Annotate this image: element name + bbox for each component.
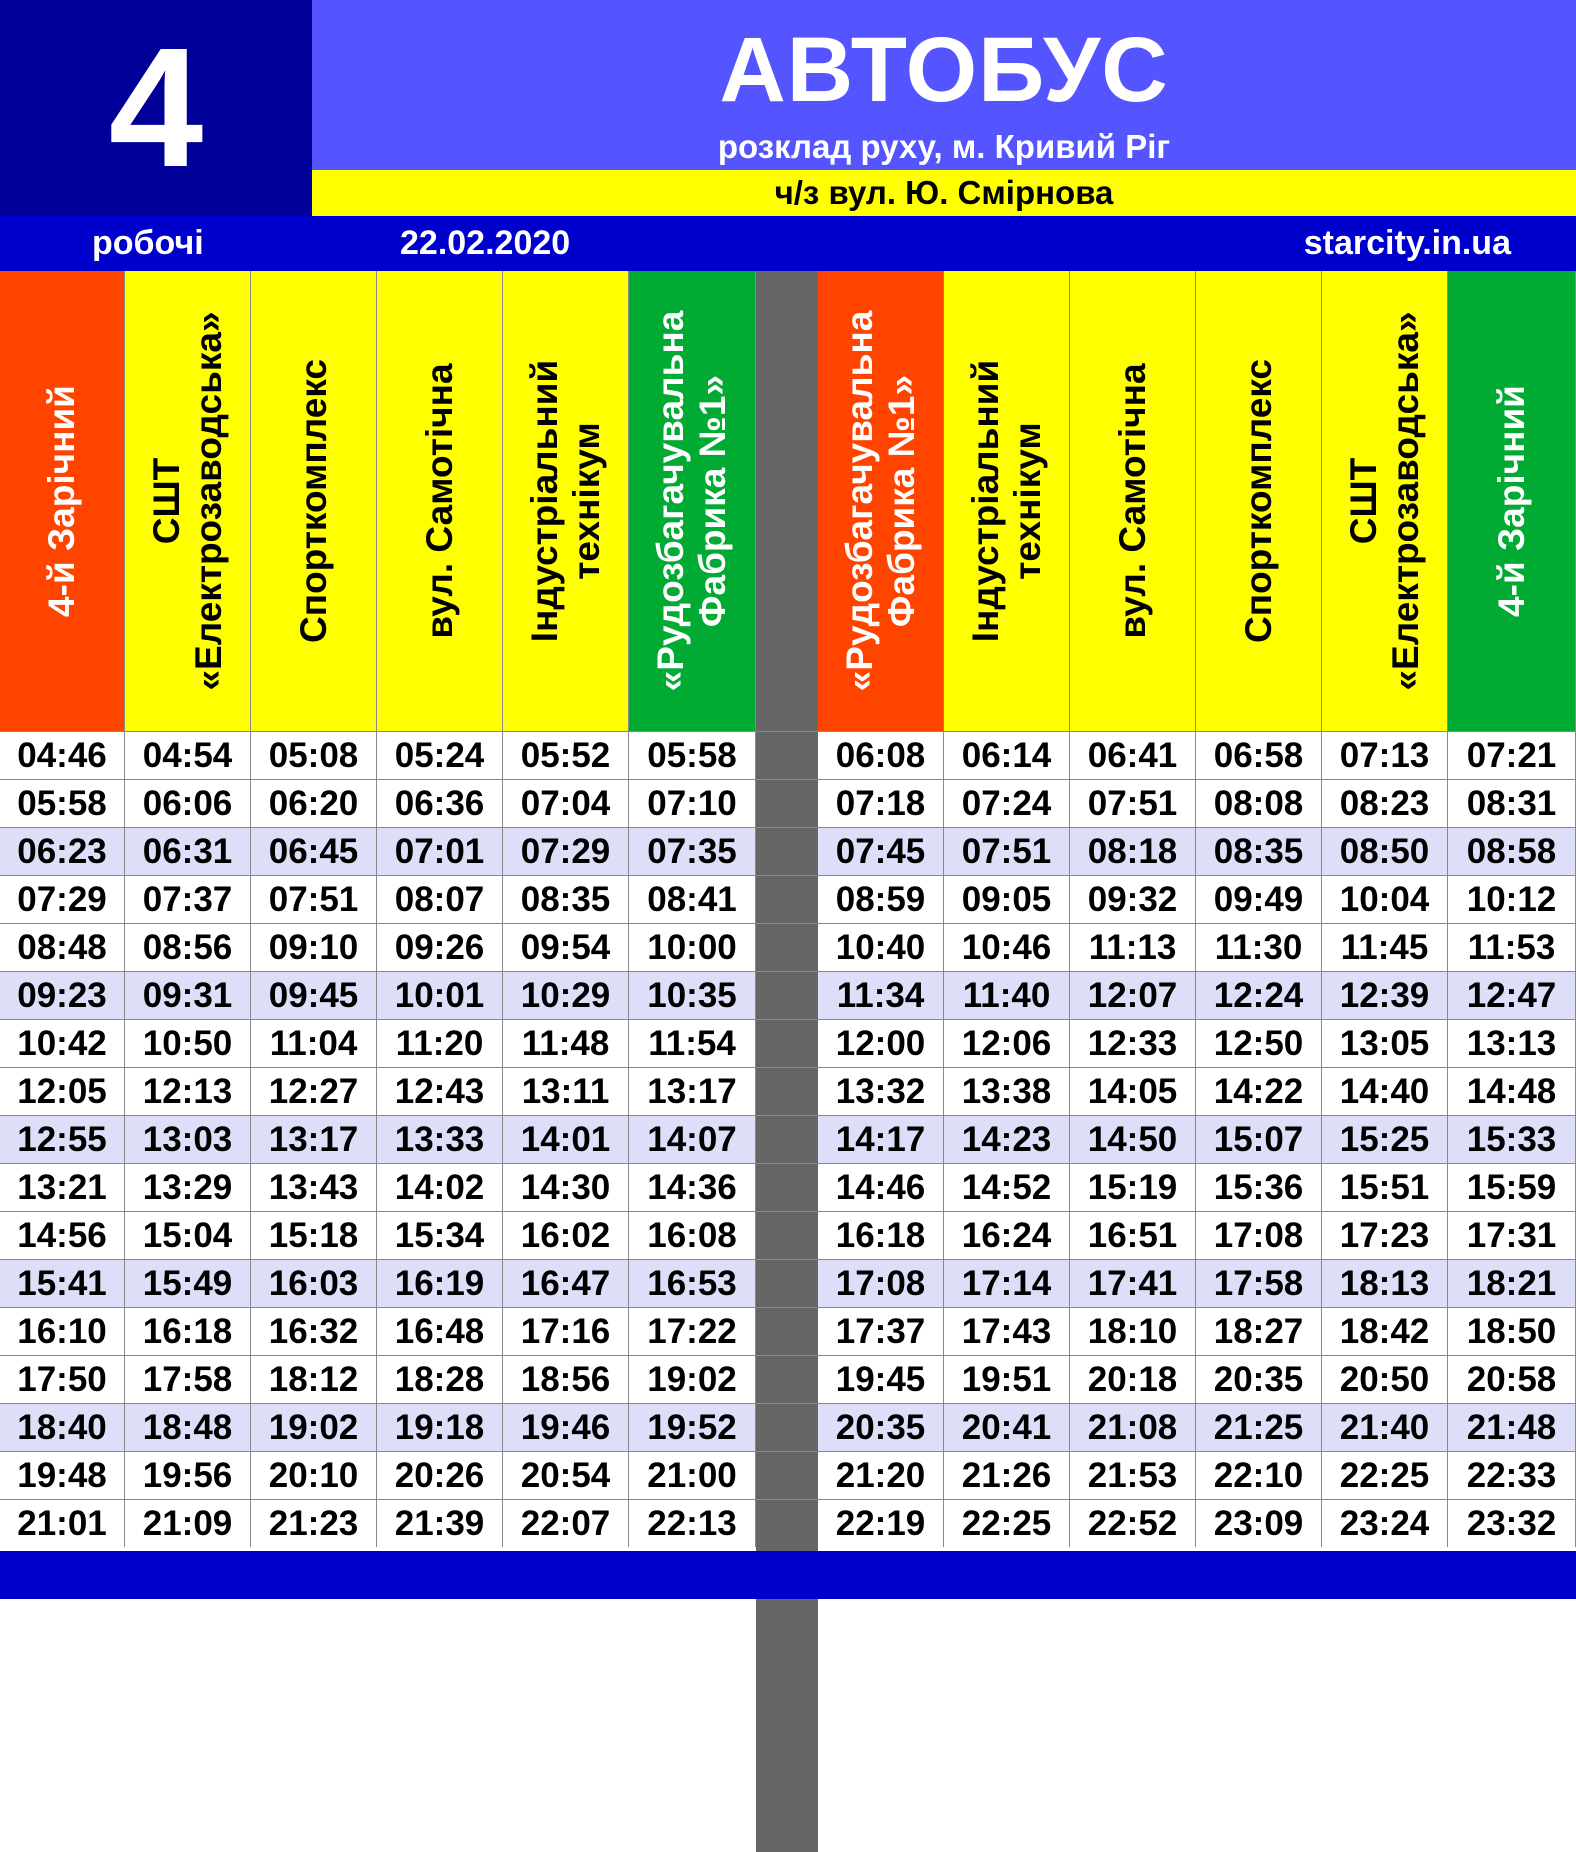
departure-time: 18:21 [1448, 1260, 1576, 1307]
departure-time: 17:58 [1196, 1260, 1322, 1307]
departure-time: 10:46 [944, 924, 1070, 971]
departure-time: 20:18 [1070, 1356, 1196, 1403]
departure-time: 22:19 [818, 1500, 944, 1547]
table-row [0, 1499, 1576, 1547]
table-row [0, 923, 1576, 971]
departure-time: 10:04 [1322, 876, 1448, 923]
departure-time: 15:36 [1196, 1164, 1322, 1211]
departure-time: 12:50 [1196, 1020, 1322, 1067]
stop-name: «Рудозбагачувальна Фабрика №1» [838, 310, 922, 692]
departure-time: 17:16 [503, 1308, 629, 1355]
departure-time: 20:10 [251, 1452, 377, 1499]
departure-time: 08:41 [629, 876, 756, 923]
table-row [0, 1115, 1576, 1163]
stop-name: СШТ «Електрозаводська» [145, 311, 229, 691]
departure-time: 20:35 [1196, 1356, 1322, 1403]
departure-time: 12:00 [818, 1020, 944, 1067]
departure-time: 08:31 [1448, 780, 1576, 827]
stop-header-dir1-4 [377, 271, 503, 731]
departure-time: 17:37 [818, 1308, 944, 1355]
departure-time: 14:40 [1322, 1068, 1448, 1115]
table-row [0, 1403, 1576, 1451]
departure-time: 15:41 [0, 1260, 125, 1307]
departure-time: 11:53 [1448, 924, 1576, 971]
departure-time: 14:01 [503, 1116, 629, 1163]
departure-time: 07:24 [944, 780, 1070, 827]
schedule-subtitle: розклад руху, м. Кривий Ріг [717, 128, 1171, 165]
departure-time: 14:02 [377, 1164, 503, 1211]
stop-header-dir2-2 [944, 271, 1070, 731]
table-row [0, 1259, 1576, 1307]
departure-time: 19:45 [818, 1356, 944, 1403]
departure-time: 18:48 [125, 1404, 251, 1451]
departure-time: 09:31 [125, 972, 251, 1019]
departure-time: 19:02 [251, 1404, 377, 1451]
departure-time: 17:58 [125, 1356, 251, 1403]
departure-time: 06:58 [1196, 732, 1322, 779]
stop-name: Спорткомплекс [1237, 359, 1279, 643]
departure-time: 07:04 [503, 780, 629, 827]
departure-time: 14:23 [944, 1116, 1070, 1163]
departure-time: 21:23 [251, 1500, 377, 1547]
departure-time: 14:36 [629, 1164, 756, 1211]
departure-time: 11:45 [1322, 924, 1448, 971]
departure-time: 18:10 [1070, 1308, 1196, 1355]
timetable-body [0, 731, 1576, 1547]
title-banner [312, 0, 1576, 170]
departure-time: 20:35 [818, 1404, 944, 1451]
departure-time: 14:07 [629, 1116, 756, 1163]
departure-time: 21:25 [1196, 1404, 1322, 1451]
departure-time: 05:08 [251, 732, 377, 779]
departure-time: 21:00 [629, 1452, 756, 1499]
departure-time: 23:09 [1196, 1500, 1322, 1547]
bottom-bar [0, 1551, 1576, 1599]
stop-header-dir1-5 [503, 271, 629, 731]
departure-time: 12:55 [0, 1116, 125, 1163]
departure-time: 08:08 [1196, 780, 1322, 827]
departure-time: 14:56 [0, 1212, 125, 1259]
departure-time: 16:08 [629, 1212, 756, 1259]
departure-time: 17:31 [1448, 1212, 1576, 1259]
departure-time: 14:17 [818, 1116, 944, 1163]
departure-time: 18:13 [1322, 1260, 1448, 1307]
stop-name: Індустріальний технікум [964, 359, 1048, 643]
departure-time: 16:18 [125, 1308, 251, 1355]
table-row [0, 971, 1576, 1019]
departure-time: 06:45 [251, 828, 377, 875]
departure-time: 15:18 [251, 1212, 377, 1259]
departure-time: 11:40 [944, 972, 1070, 1019]
departure-time: 13:21 [0, 1164, 125, 1211]
departure-time: 15:33 [1448, 1116, 1576, 1163]
departure-time: 07:51 [944, 828, 1070, 875]
departure-time: 10:35 [629, 972, 756, 1019]
departure-time: 13:13 [1448, 1020, 1576, 1067]
departure-time: 15:19 [1070, 1164, 1196, 1211]
departure-time: 14:52 [944, 1164, 1070, 1211]
departure-time: 16:02 [503, 1212, 629, 1259]
departure-time: 17:08 [818, 1260, 944, 1307]
departure-time: 07:45 [818, 828, 944, 875]
departure-time: 17:50 [0, 1356, 125, 1403]
departure-time: 05:58 [629, 732, 756, 779]
departure-time: 05:58 [0, 780, 125, 827]
departure-time: 21:48 [1448, 1404, 1576, 1451]
departure-time: 10:42 [0, 1020, 125, 1067]
departure-time: 18:27 [1196, 1308, 1322, 1355]
stop-header-dir2-6 [1448, 271, 1576, 731]
departure-time: 18:12 [251, 1356, 377, 1403]
departure-time: 11:13 [1070, 924, 1196, 971]
departure-time: 08:56 [125, 924, 251, 971]
stops-header-row [0, 271, 1576, 731]
route-number: 4 [0, 0, 312, 216]
table-row [0, 1067, 1576, 1115]
stop-header-dir1-1 [0, 271, 125, 731]
departure-time: 17:41 [1070, 1260, 1196, 1307]
departure-time: 16:10 [0, 1308, 125, 1355]
departure-time: 15:04 [125, 1212, 251, 1259]
stop-header-dir2-3 [1070, 271, 1196, 731]
stop-header-dir2-1 [818, 271, 944, 731]
departure-time: 20:26 [377, 1452, 503, 1499]
table-row [0, 731, 1576, 779]
departure-time: 18:42 [1322, 1308, 1448, 1355]
departure-time: 07:21 [1448, 732, 1576, 779]
day-type: робочі [92, 224, 204, 262]
departure-time: 11:54 [629, 1020, 756, 1067]
departure-time: 14:50 [1070, 1116, 1196, 1163]
departure-time: 19:48 [0, 1452, 125, 1499]
departure-time: 21:40 [1322, 1404, 1448, 1451]
departure-time: 13:32 [818, 1068, 944, 1115]
departure-time: 14:22 [1196, 1068, 1322, 1115]
departure-time: 07:29 [0, 876, 125, 923]
departure-time: 20:50 [1322, 1356, 1448, 1403]
departure-time: 22:52 [1070, 1500, 1196, 1547]
departure-time: 08:07 [377, 876, 503, 923]
departure-time: 07:13 [1322, 732, 1448, 779]
departure-time: 13:03 [125, 1116, 251, 1163]
departure-time: 14:05 [1070, 1068, 1196, 1115]
departure-time: 18:56 [503, 1356, 629, 1403]
departure-time: 06:31 [125, 828, 251, 875]
departure-time: 10:50 [125, 1020, 251, 1067]
departure-time: 06:23 [0, 828, 125, 875]
departure-time: 12:07 [1070, 972, 1196, 1019]
departure-time: 07:35 [629, 828, 756, 875]
departure-time: 10:00 [629, 924, 756, 971]
stop-header-dir1-3 [251, 271, 377, 731]
departure-time: 15:59 [1448, 1164, 1576, 1211]
departure-time: 21:09 [125, 1500, 251, 1547]
table-row [0, 1451, 1576, 1499]
departure-time: 17:23 [1322, 1212, 1448, 1259]
departure-time: 10:29 [503, 972, 629, 1019]
departure-time: 09:23 [0, 972, 125, 1019]
departure-time: 04:54 [125, 732, 251, 779]
departure-time: 07:10 [629, 780, 756, 827]
stop-name: Спорткомплекс [292, 359, 334, 643]
table-row [0, 1211, 1576, 1259]
table-row [0, 779, 1576, 827]
departure-time: 10:01 [377, 972, 503, 1019]
departure-time: 15:34 [377, 1212, 503, 1259]
departure-time: 09:49 [1196, 876, 1322, 923]
departure-time: 06:08 [818, 732, 944, 779]
departure-time: 19:02 [629, 1356, 756, 1403]
departure-time: 13:29 [125, 1164, 251, 1211]
departure-time: 13:11 [503, 1068, 629, 1115]
departure-time: 22:10 [1196, 1452, 1322, 1499]
departure-time: 11:30 [1196, 924, 1322, 971]
departure-time: 17:14 [944, 1260, 1070, 1307]
departure-time: 09:05 [944, 876, 1070, 923]
departure-time: 13:33 [377, 1116, 503, 1163]
departure-time: 11:34 [818, 972, 944, 1019]
departure-time: 06:14 [944, 732, 1070, 779]
route-via: ч/з вул. Ю. Смірнова [312, 170, 1576, 216]
departure-time: 23:24 [1322, 1500, 1448, 1547]
departure-time: 19:56 [125, 1452, 251, 1499]
departure-time: 15:07 [1196, 1116, 1322, 1163]
departure-time: 20:41 [944, 1404, 1070, 1451]
departure-time: 08:58 [1448, 828, 1576, 875]
info-bar [0, 216, 1576, 271]
departure-time: 21:08 [1070, 1404, 1196, 1451]
departure-time: 16:03 [251, 1260, 377, 1307]
departure-time: 16:48 [377, 1308, 503, 1355]
departure-time: 07:29 [503, 828, 629, 875]
departure-time: 09:54 [503, 924, 629, 971]
departure-time: 12:05 [0, 1068, 125, 1115]
stop-name: СШТ «Електрозаводська» [1342, 311, 1426, 691]
departure-time: 22:13 [629, 1500, 756, 1547]
departure-time: 06:36 [377, 780, 503, 827]
departure-time: 10:12 [1448, 876, 1576, 923]
departure-time: 12:24 [1196, 972, 1322, 1019]
departure-time: 19:18 [377, 1404, 503, 1451]
departure-time: 21:20 [818, 1452, 944, 1499]
departure-time: 14:48 [1448, 1068, 1576, 1115]
departure-time: 22:25 [944, 1500, 1070, 1547]
departure-time: 12:27 [251, 1068, 377, 1115]
departure-time: 16:19 [377, 1260, 503, 1307]
departure-time: 08:35 [1196, 828, 1322, 875]
departure-time: 16:53 [629, 1260, 756, 1307]
departure-time: 09:45 [251, 972, 377, 1019]
departure-time: 17:22 [629, 1308, 756, 1355]
table-row [0, 1307, 1576, 1355]
departure-time: 13:43 [251, 1164, 377, 1211]
stop-name: вул. Самотічна [418, 363, 460, 639]
departure-time: 13:05 [1322, 1020, 1448, 1067]
stop-header-dir2-5 [1322, 271, 1448, 731]
departure-time: 05:52 [503, 732, 629, 779]
departure-time: 18:40 [0, 1404, 125, 1451]
departure-time: 21:26 [944, 1452, 1070, 1499]
departure-time: 15:25 [1322, 1116, 1448, 1163]
departure-time: 12:33 [1070, 1020, 1196, 1067]
departure-time: 05:24 [377, 732, 503, 779]
departure-time: 11:20 [377, 1020, 503, 1067]
table-row [0, 1163, 1576, 1211]
departure-time: 07:37 [125, 876, 251, 923]
departure-time: 10:40 [818, 924, 944, 971]
departure-time: 20:58 [1448, 1356, 1576, 1403]
departure-time: 22:33 [1448, 1452, 1576, 1499]
departure-time: 21:39 [377, 1500, 503, 1547]
vehicle-type-title: АВТОБУС [719, 19, 1169, 121]
departure-time: 17:43 [944, 1308, 1070, 1355]
stop-name: вул. Самотічна [1111, 363, 1153, 639]
departure-time: 15:51 [1322, 1164, 1448, 1211]
table-row [0, 1019, 1576, 1067]
stop-header-dir1-6 [629, 271, 756, 731]
departure-time: 16:32 [251, 1308, 377, 1355]
departure-time: 07:51 [1070, 780, 1196, 827]
departure-time: 23:32 [1448, 1500, 1576, 1547]
departure-time: 16:47 [503, 1260, 629, 1307]
departure-time: 13:38 [944, 1068, 1070, 1115]
departure-time: 09:10 [251, 924, 377, 971]
departure-time: 19:46 [503, 1404, 629, 1451]
departure-time: 12:06 [944, 1020, 1070, 1067]
departure-time: 19:52 [629, 1404, 756, 1451]
departure-time: 19:51 [944, 1356, 1070, 1403]
departure-time: 18:28 [377, 1356, 503, 1403]
table-row [0, 875, 1576, 923]
departure-time: 16:51 [1070, 1212, 1196, 1259]
departure-time: 22:07 [503, 1500, 629, 1547]
departure-time: 14:46 [818, 1164, 944, 1211]
departure-time: 06:20 [251, 780, 377, 827]
departure-time: 06:41 [1070, 732, 1196, 779]
table-row [0, 1355, 1576, 1403]
departure-time: 08:48 [0, 924, 125, 971]
stop-name: «Рудозбагачувальна Фабрика №1» [650, 310, 733, 692]
departure-time: 17:08 [1196, 1212, 1322, 1259]
departure-time: 13:17 [251, 1116, 377, 1163]
departure-time: 09:32 [1070, 876, 1196, 923]
departure-time: 13:17 [629, 1068, 756, 1115]
departure-time: 07:01 [377, 828, 503, 875]
departure-time: 06:06 [125, 780, 251, 827]
departure-time: 12:43 [377, 1068, 503, 1115]
departure-time: 12:47 [1448, 972, 1576, 1019]
departure-time: 08:18 [1070, 828, 1196, 875]
departure-time: 12:39 [1322, 972, 1448, 1019]
departure-time: 22:25 [1322, 1452, 1448, 1499]
departure-time: 21:53 [1070, 1452, 1196, 1499]
departure-time: 20:54 [503, 1452, 629, 1499]
departure-time: 15:49 [125, 1260, 251, 1307]
stop-header-dir1-2 [125, 271, 251, 731]
stop-header-dir2-4 [1196, 271, 1322, 731]
departure-time: 11:48 [503, 1020, 629, 1067]
departure-time: 16:24 [944, 1212, 1070, 1259]
departure-time: 09:26 [377, 924, 503, 971]
departure-time: 08:50 [1322, 828, 1448, 875]
departure-time: 08:23 [1322, 780, 1448, 827]
departure-time: 08:35 [503, 876, 629, 923]
website-link[interactable]: starcity.in.ua [1303, 224, 1511, 262]
departure-time: 07:51 [251, 876, 377, 923]
departure-time: 18:50 [1448, 1308, 1576, 1355]
departure-time: 21:01 [0, 1500, 125, 1547]
departure-time: 12:13 [125, 1068, 251, 1115]
departure-time: 14:30 [503, 1164, 629, 1211]
departure-time: 08:59 [818, 876, 944, 923]
stop-name: 4-й Зарічний [1490, 385, 1532, 617]
timetable [0, 271, 1576, 1547]
schedule-date: 22.02.2020 [400, 224, 571, 262]
departure-time: 11:04 [251, 1020, 377, 1067]
stop-name: 4-й Зарічний [41, 385, 82, 617]
stop-name: Індустріальний технікум [523, 359, 607, 643]
departure-time: 07:18 [818, 780, 944, 827]
departure-time: 16:18 [818, 1212, 944, 1259]
table-row [0, 827, 1576, 875]
departure-time: 04:46 [0, 732, 125, 779]
